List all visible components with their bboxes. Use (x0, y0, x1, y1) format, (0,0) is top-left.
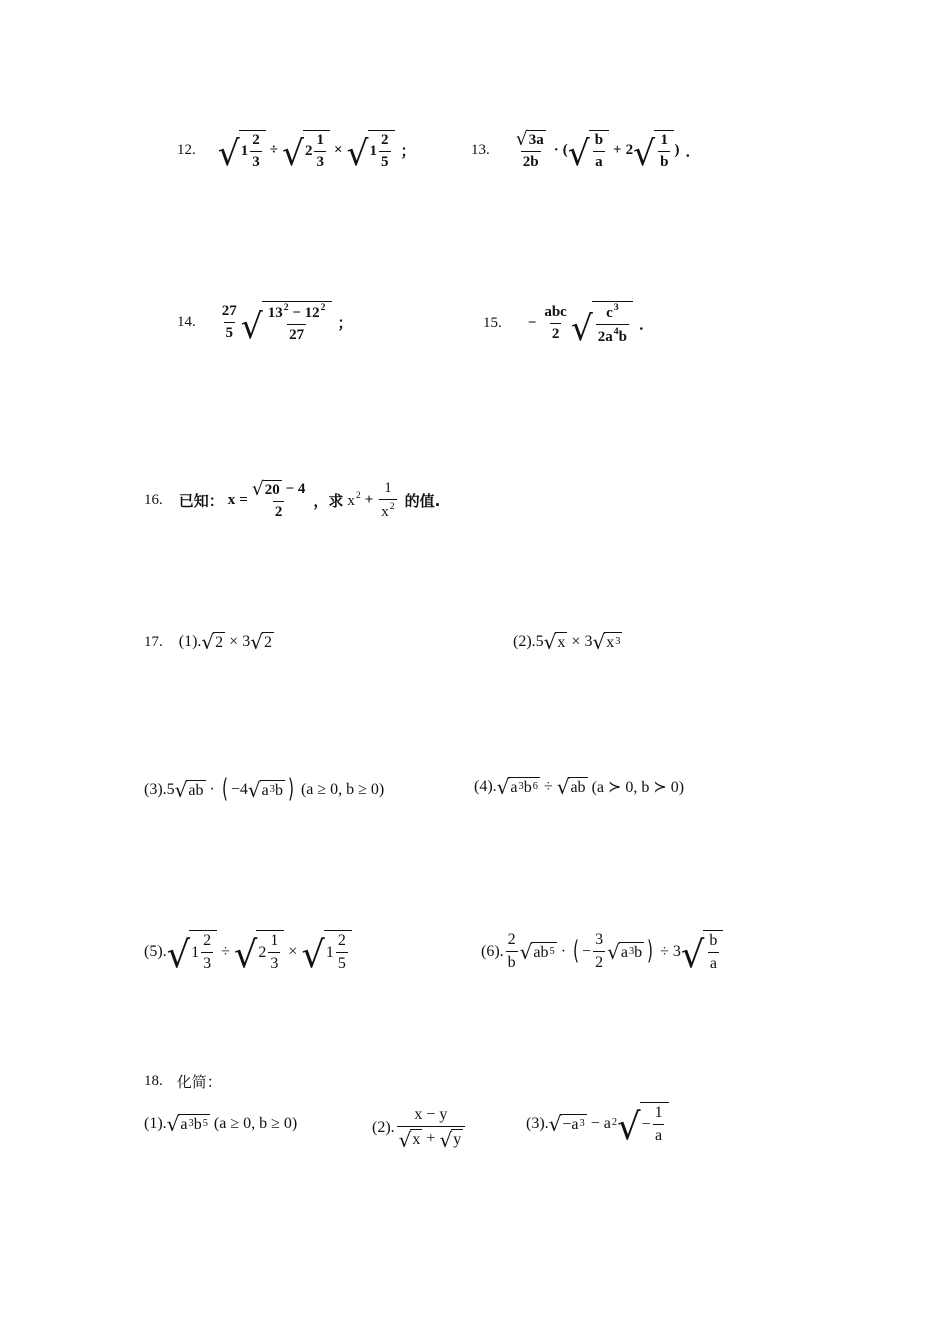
expression-18-1: (1). √ a 3 b 5 (a ≥ 0, b ≥ 0) (144, 1112, 298, 1136)
expression-17-1: (1). √ 2 × 3 √ 2 (178, 630, 272, 654)
condition-text: (a ≻ 0, b ≻ 0) (591, 779, 685, 796)
problem-number: 13. (471, 142, 490, 159)
problem-number: 14. (177, 314, 196, 331)
problem-15 (483, 301, 654, 347)
expression-17-2: (2). 5 √ x × 3 √ x 3 (513, 630, 621, 654)
problem-number: 18. (144, 1073, 163, 1089)
problem-17-part-3 (144, 774, 385, 804)
expression-13: √ 3a 2b · ( √ $\frac{b}{a}$ + 2 √ $\frac{1}{b}$ ) ． (515, 128, 701, 174)
problem-18-part-1 (144, 1114, 297, 1134)
problem-16 (144, 480, 440, 522)
expression-17-6: (6). $\frac{2}{b}$ √ ab 5 · ( − $\frac{3}{2}$ √ a 3 b ) ÷ 3 √ $\frac{b}{a}$ (481, 930, 723, 974)
problem-18-part-2 (372, 1106, 467, 1150)
problem-number: 12. (177, 142, 196, 159)
condition-text: (a ≥ 0, b ≥ 0) (213, 1115, 298, 1132)
problem-18-part-3 (526, 1102, 669, 1146)
problem-18-title: 18. 化简： (144, 1073, 222, 1091)
expression-14: $\frac{27}{5}$ √ $\frac{13^2 - 12^2}{27}$ ； (221, 301, 353, 347)
problem-12 (177, 130, 416, 172)
expression-18-2: (2). x − y √ x + √ y (372, 1106, 467, 1150)
expression-12: √ 1 $\frac{2}{3}$ ÷ √ 2 $\frac{1}{3}$ × √ 1 $\frac{2}{5}$ ； (217, 132, 416, 174)
problem-number: 15. (483, 315, 502, 332)
condition-text: (a ≥ 0, b ≥ 0) (300, 780, 385, 798)
problem-17-part-4 (474, 777, 684, 797)
problem-number: 17. (144, 633, 163, 650)
problem-17-part-2 (513, 632, 622, 652)
problem-number: 16. (144, 492, 163, 509)
problem-17-part-6 (481, 930, 723, 974)
expression-18-3: (3). √ −a 3 − a 2 √ − $\frac{1}{a}$ (526, 1102, 669, 1146)
problem-17-part-1 (144, 632, 274, 652)
expression-17-3: (3). 5 √ ab · ( −4 √ a 3 b ) (a ≥ 0, b ≥ 0) (144, 774, 385, 804)
expression-17-4: (4). √ a 3 b 6 ÷ √ ab (a ≻ 0, b ≻ 0) (474, 775, 685, 799)
problem-13 (471, 130, 700, 172)
expression-17-5: (5). √ 1 $\frac{2}{3}$ ÷ √ 2 $\frac{1}{3}$ × √ 1 $\frac{2}{5}$ (144, 930, 352, 974)
problem-14 (177, 301, 353, 345)
expression-16: 已知： x = √ 20 − 4 2 ，求 $x^2$ + $\frac{1}{x^2}$ 的值. (178, 478, 441, 521)
problem-17-part-5 (144, 930, 352, 974)
expression-15: − $\frac{\text{abc}}{2}$ √ $\frac{c^3}{2a^4b}$ ． (527, 301, 655, 349)
